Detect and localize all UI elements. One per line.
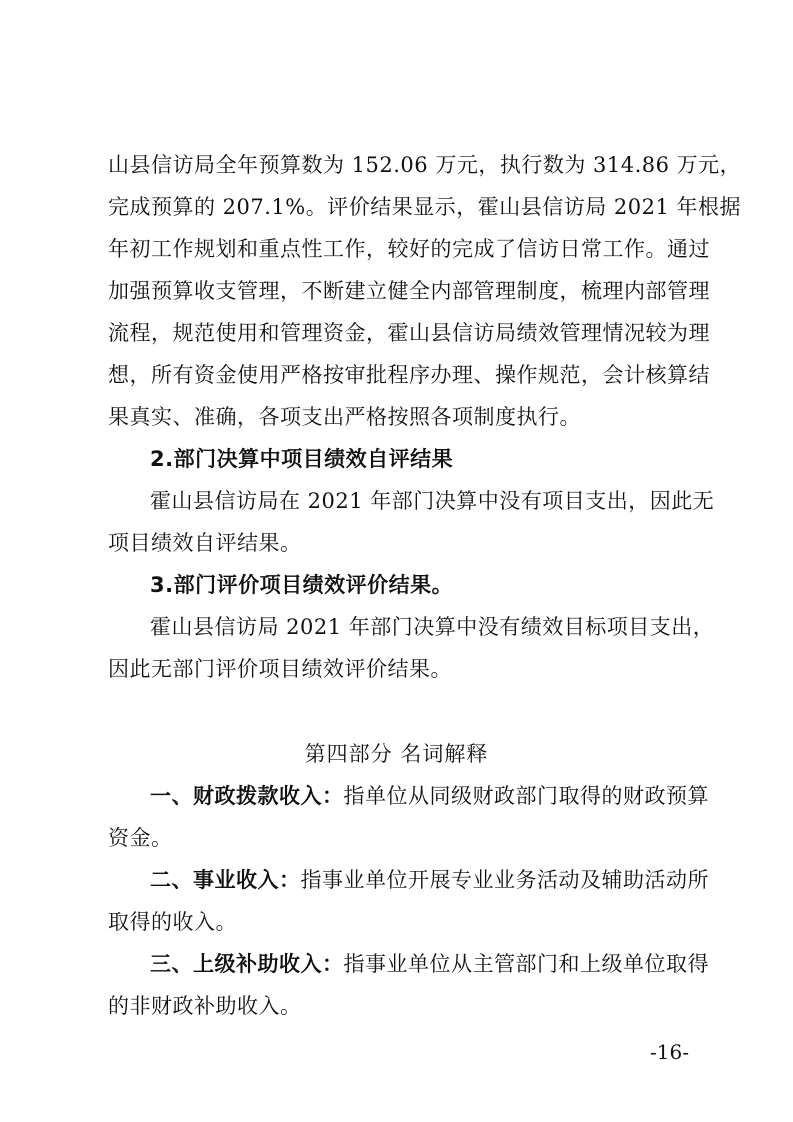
term-2-definition-cont: 取得的收入。	[108, 910, 237, 934]
term-2-name: 二、事业收入：	[150, 868, 301, 892]
term-1-name: 一、财政拨款收入：	[150, 784, 344, 808]
term-1-definition-cont: 资金。	[108, 826, 173, 850]
section-2-body: 项目绩效自评结果。	[108, 531, 302, 555]
paragraph-line: 流程，规范使用和管理资金，霍山县信访局绩效管理情况较为理	[108, 321, 710, 345]
part-4-heading: 第四部分 名词解释	[304, 742, 489, 766]
term-3-definition-cont: 的非财政补助收入。	[108, 994, 302, 1018]
term-2-definition: 指事业单位开展专业业务活动及辅助活动所	[300, 868, 709, 892]
paragraph-line: 加强预算收支管理，不断建立健全内部管理制度，梳理内部管理	[108, 279, 710, 303]
term-2	[150, 865, 793, 895]
section-3-body: 因此无部门评价项目绩效评价结果。	[108, 657, 452, 681]
term-3-definition: 指事业单位从主管部门和上级单位取得	[343, 952, 709, 976]
term-3-name: 三、上级补助收入：	[150, 952, 344, 976]
page-number: -16-	[650, 1040, 689, 1064]
section-2-body: 霍山县信访局在 2021 年部门决算中没有项目支出，因此无	[150, 489, 715, 513]
paragraph-line: 想，所有资金使用严格按审批程序办理、操作规范，会计核算结	[108, 363, 710, 387]
paragraph-line: 完成预算的 207.1%。评价结果显示，霍山县信访局 2021 年根据	[108, 195, 742, 219]
term-3	[150, 949, 793, 979]
paragraph-line: 年初工作规划和重点性工作，较好的完成了信访日常工作。通过	[108, 237, 710, 261]
paragraph-line: 果真实、准确，各项支出严格按照各项制度执行。	[108, 405, 581, 429]
paragraph-line: 山县信访局全年预算数为 152.06 万元，执行数为 314.86 万元，	[108, 153, 742, 177]
term-1	[150, 781, 793, 811]
section-3-body: 霍山县信访局 2021 年部门决算中没有绩效目标项目支出，	[150, 615, 715, 639]
term-1-definition: 指单位从同级财政部门取得的财政预算	[343, 784, 709, 808]
section-2-title: 2.部门决算中项目绩效自评结果	[150, 447, 454, 471]
section-3-title: 3.部门评价项目绩效评价结果。	[150, 573, 454, 597]
